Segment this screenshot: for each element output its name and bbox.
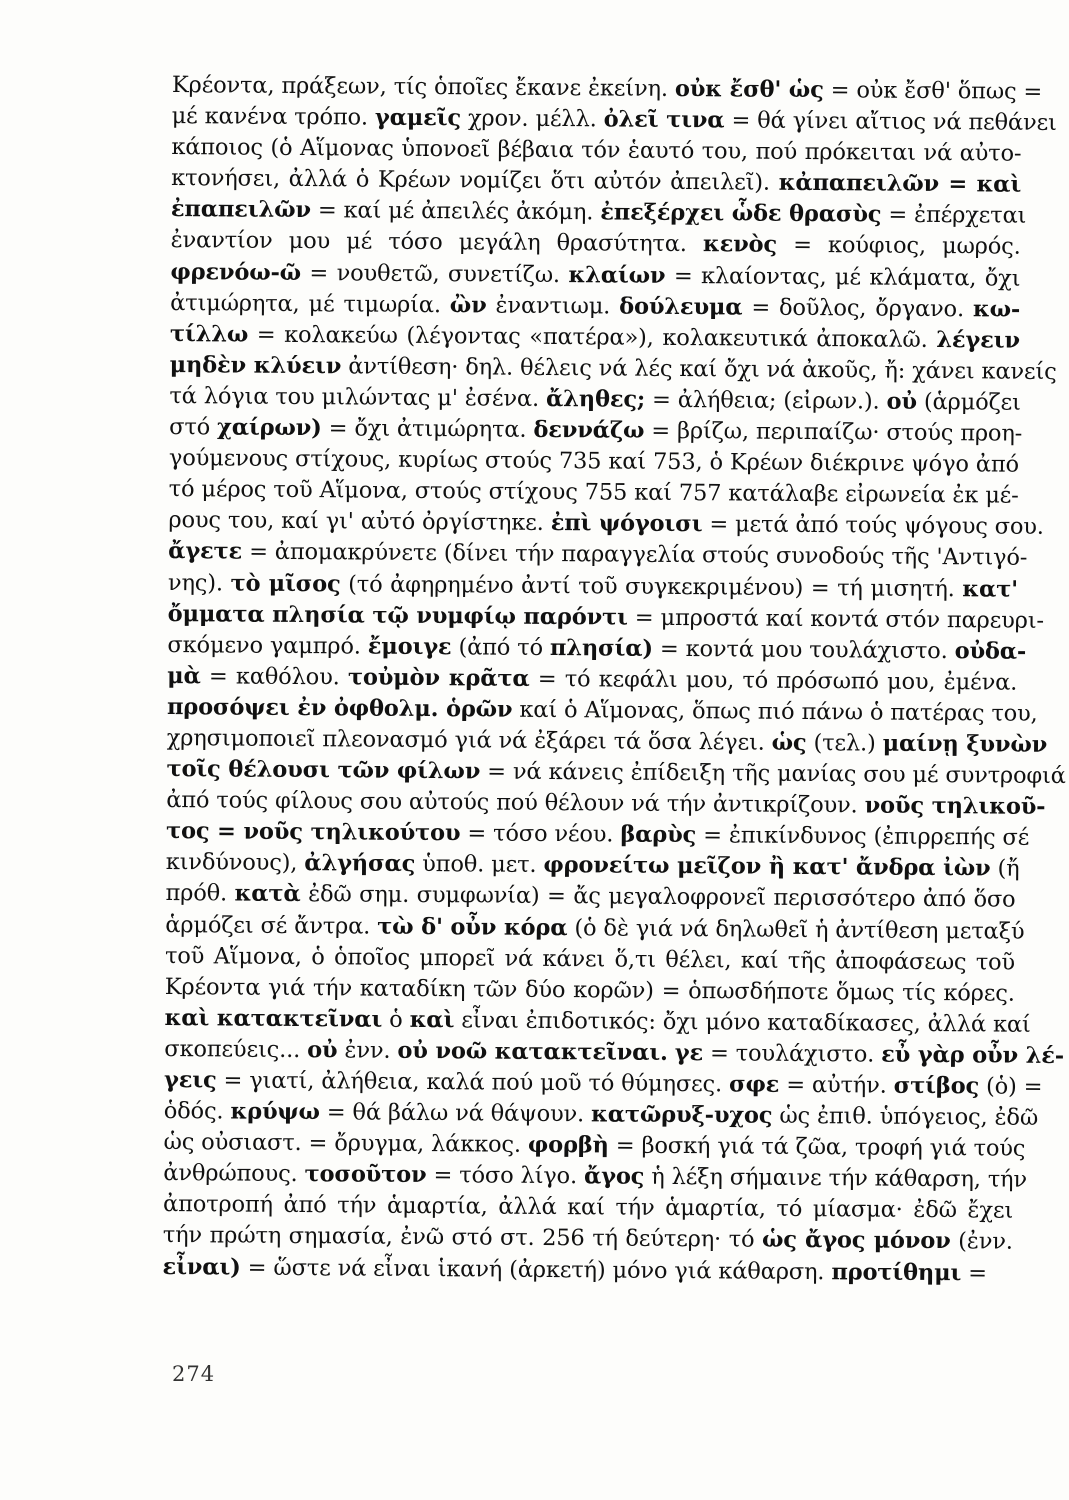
- lemma-term: δεννάζω: [533, 416, 645, 444]
- gloss-text: νης).: [167, 569, 231, 596]
- lemma-term: τοσοῦτον: [304, 1161, 427, 1189]
- gloss-text: = καθόλου.: [200, 663, 349, 691]
- gloss-text: (ἀπό τό: [451, 633, 551, 661]
- lemma-term: ὡς: [771, 729, 807, 756]
- lemma-term: ὡς ἄγος μόνον: [761, 1227, 951, 1255]
- lemma-term: οὐ: [307, 1036, 338, 1064]
- gloss-text: ἀποτροπή ἀπό τήν ἁμαρτία, ἀλλά καί τήν ἁμαρτία, τό μίασμα· ἐδῶ ἔχει: [162, 1191, 1014, 1225]
- gloss-text: ἐδῶ σημ. συμφωνία) = ἄς μεγαλοφρονεῖ περισσότερο ἀπό ὅσο: [300, 881, 1016, 914]
- lemma-term: ἄγετε: [168, 538, 243, 565]
- gloss-text: (ἁρμόζει: [916, 388, 1021, 416]
- gloss-text: = νουθετῶ, συνετίζω.: [300, 259, 569, 288]
- lemma-term: τος = νοῦς τηλικούτου: [165, 818, 461, 847]
- gloss-text: = βοσκή γιά τά ζῶα, τροφή γιά τούς: [608, 1132, 1026, 1162]
- gloss-text: γούμενους στίχους, κυρίως στούς 735 καί 753, ὁ Κρέων διέκρινε ψόγο ἀπό: [168, 445, 1020, 478]
- gloss-text: = μπροστά καί κοντά στόν παρευρι-: [627, 604, 1045, 634]
- lemma-term: προσόψει ἐν ὀφθολμ. ὁρῶν: [166, 693, 513, 723]
- gloss-text: ὁδός.: [163, 1098, 231, 1125]
- gloss-text: = τουλάχιστο.: [702, 1040, 882, 1068]
- gloss-text: = ἀλήθεια; (εἰρων.).: [645, 386, 887, 415]
- lemma-term: φρονείτω μεῖζον ἢ κατ' ἄνδρα ἰὼν: [543, 852, 991, 882]
- lemma-term: γε: [674, 1039, 704, 1067]
- gloss-text: (ὁ δὲ γιά νά δηλωθεῖ ἡ ἀντίθεση μεταξύ: [567, 914, 1025, 945]
- gloss-text: = νά κάνεις ἐπίδειξη τῆς μανίας σου μέ συντροφιά: [480, 758, 1066, 790]
- gloss-text: ὡς οὐσιαστ. = ὄρυγμα, λάκκος.: [163, 1129, 529, 1159]
- gloss-text: ὁ: [382, 1006, 410, 1033]
- page-number: 274: [172, 1362, 216, 1386]
- lemma-term: ἄγος: [583, 1163, 645, 1191]
- lemma-term: καὶ: [409, 1006, 455, 1034]
- lemma-term: κλαίων: [568, 261, 666, 289]
- lemma-term: κατὰ: [234, 880, 301, 908]
- lemma-term: τοῖς θέλουσι τῶν φίλων: [166, 756, 481, 785]
- gloss-text: (ἤ: [990, 855, 1020, 883]
- gloss-text: Κρέοντα γιά τήν καταδίκη τῶν δύο κορῶν) = ὁπωσδήποτε ὅμως τίς κόρες.: [164, 973, 1015, 1007]
- gloss-text: = αὐτήν.: [779, 1071, 894, 1099]
- gloss-text: = κλαίοντας, μέ κλάματα, ὄχι: [665, 262, 1021, 292]
- lemma-term: ἐπαπειλῶν: [170, 196, 311, 224]
- gloss-text: = ὥστε νά εἶναι ἱκανή (ἀρκετή) μόνο γιά κάθαρση.: [240, 1254, 832, 1285]
- lemma-term: ἐπὶ ψόγοισι: [550, 510, 703, 538]
- lemma-term: τίλλω: [169, 320, 249, 348]
- gloss-text: ἡ λέξη σήμαινε τήν κάθαρση, τήν: [644, 1164, 1028, 1194]
- lemma-term: λέγειν: [936, 326, 1021, 354]
- gloss-text: κάποιος (ὁ Αἵμονας ὑπονοεῖ βέβαια τόν ἑαυτό του, πού πρόκειται νά αὐτο-: [171, 134, 1022, 167]
- lemma-term: εὖ γὰρ οὖν λέ-: [881, 1041, 1065, 1069]
- gloss-text: πρόθ.: [165, 880, 235, 907]
- lemma-term: κατ': [962, 575, 1019, 603]
- gloss-text: = ἐπικίνδυνος (ἐπιρρεπής σέ: [696, 822, 1030, 852]
- gloss-text: ὡς ἐπιθ. ὑπόγειος, ἐδῶ: [772, 1102, 1039, 1131]
- lemma-term: φρενόω-ῶ: [170, 258, 302, 286]
- gloss-text: ἀτιμώρητα, μέ τιμωρία.: [170, 289, 450, 318]
- gloss-text: (τό ἀφηρημένο ἀντί τοῦ συγκεκριμένου) = τή μισητή.: [340, 570, 963, 602]
- lemma-term: μαίνῃ ξυνὼν: [882, 730, 1048, 758]
- lemma-term: δούλευμα: [619, 293, 743, 321]
- lemma-term: κἀπαπειλῶν = καὶ: [778, 170, 1022, 198]
- gloss-text: ἐναντίον μου μέ τόσο μεγάλη θρασύτητα.: [170, 227, 704, 258]
- lemma-term: τοὐμὸν κρᾶτα: [347, 664, 530, 692]
- lemma-term: γαμεῖς: [374, 104, 462, 132]
- gloss-text: μέ κανένα τρόπο.: [171, 103, 376, 131]
- gloss-text: ἁρμόζει σέ ἄντρα.: [165, 911, 378, 940]
- lemma-term: φορβὴ: [527, 1132, 609, 1159]
- lemma-term: μηδὲν κλύειν: [169, 351, 342, 380]
- gloss-text: ἀπό τούς φίλους σου αὐτούς πού θέλουν νά τήν ἀντικρίζουν.: [166, 787, 865, 819]
- gloss-text: = γιατί, ἀλήθεια, καλά πού μοῦ τό θύμησες.: [216, 1067, 730, 1098]
- lemma-term: τὸ μῖσος: [230, 569, 341, 597]
- lemma-term: ἄληθες;: [545, 385, 646, 413]
- lemma-term: γεις: [163, 1066, 217, 1094]
- lemma-term: κατῶρυξ-υχος: [590, 1101, 773, 1129]
- lemma-term: εἶναι): [162, 1253, 241, 1281]
- gloss-text: =: [961, 1259, 988, 1286]
- gloss-text: ρους του, καί γι' αὐτό ὀργίστηκε.: [168, 507, 551, 537]
- gloss-text: σκόμενο γαμπρό.: [167, 631, 368, 660]
- lemma-term: νοῦς τηλικοῦ-: [864, 792, 1046, 821]
- lemma-term: ὄμματα πλησία τῷ νυμφίῳ παρόντι: [167, 600, 628, 631]
- lemma-term: στίβος: [893, 1072, 980, 1100]
- lemma-term: οὐ νοῶ κατακτεῖναι.: [397, 1037, 668, 1066]
- lemma-term: σφε: [728, 1071, 780, 1098]
- gloss-text: (ἐνν.: [950, 1228, 1013, 1256]
- lemma-term: ἀλγήσας: [304, 850, 416, 878]
- gloss-text: = τόσο νέου.: [460, 820, 621, 848]
- lemma-term: χαίρων): [216, 414, 322, 442]
- gloss-text: εἶναι ἐπιδοτικός: ὄχι μόνο καταδίκασες, ἀλλά καί: [454, 1007, 1031, 1038]
- gloss-text: χρον. μέλλ.: [460, 105, 604, 133]
- lemma-term: ἔμοιγε: [367, 633, 452, 660]
- lemma-term: ὀλεῖ τινα: [603, 106, 725, 134]
- gloss-text: ἐνν.: [337, 1037, 398, 1064]
- gloss-text: καί ὁ Αἵμονας, ὅπως πιό πάνω ὁ πατέρας του,: [512, 696, 1038, 727]
- gloss-text: = κολακεύω (λέγοντας «πατέρα»), κολακευτικά ἀποκαλῶ.: [248, 321, 937, 353]
- lemma-term: οὐκ ἔσθ' ὡς: [674, 75, 824, 104]
- gloss-text: στό: [169, 414, 218, 441]
- lemma-term: οὐ: [886, 388, 918, 415]
- gloss-text: = μετά ἀπό τούς ψόγους σου.: [702, 511, 1044, 541]
- gloss-text: Κρέοντα, πράξεων, τίς ὁποῖες ἔκανε ἐκείνη.: [171, 71, 675, 102]
- lemma-term: κενὸς: [702, 231, 778, 259]
- lemma-term: τὼ δ' οὖν κόρα: [377, 913, 568, 941]
- gloss-text: (τελ.): [806, 729, 883, 757]
- gloss-text: ἐναντιωμ.: [486, 292, 620, 320]
- gloss-text: χρησιμοποιεῖ πλεονασμό γιά νά ἐξάρει τά ὅσα λέγει.: [166, 724, 772, 756]
- lemma-term: οὐδα-: [954, 637, 1027, 665]
- gloss-text: = κούφιος, μωρός.: [776, 232, 1021, 261]
- gloss-text: = ὄχι ἀτιμώρητα.: [321, 415, 534, 443]
- gloss-text: = βρίζω, περιπαίζω· στούς προη-: [644, 417, 1023, 447]
- gloss-text: = θά βάλω νά θάψουν.: [319, 1099, 592, 1128]
- gloss-text: σκοπεύεις...: [164, 1035, 308, 1063]
- lemma-term: κω-: [972, 295, 1021, 323]
- gloss-text: = καί μέ ἀπειλές ἀκόμη.: [310, 197, 601, 226]
- lemma-term: προτίθημι: [831, 1258, 962, 1286]
- gloss-text: κτονήσει, ἀλλά ὁ Κρέων νομίζει ὅτι αὐτόν ἀπειλεῖ).: [171, 165, 779, 197]
- lemma-term: μὰ: [167, 662, 201, 690]
- gloss-text: = δοῦλος, ὄργανο.: [742, 294, 974, 322]
- gloss-text: τήν πρώτη σημασία, ἐνῶ στό στ. 256 τή δεύτερη· τό: [162, 1222, 763, 1254]
- gloss-text: ὑποθ. μετ.: [415, 851, 544, 879]
- gloss-text: = κοντά μου τουλάχιστο.: [652, 635, 955, 664]
- gloss-text: = οὐκ ἔσθ' ὅπως =: [823, 77, 1043, 105]
- gloss-text: κινδύνους),: [165, 849, 305, 877]
- lemma-term: καὶ κατακτεῖναι: [164, 1004, 383, 1033]
- gloss-text: τοῦ Αἵμονα, ὁ ὁποῖος μπορεῖ νά κάνει ὅ,τι θέλει, καί τῆς ἀποφάσεως τοῦ: [164, 942, 1016, 976]
- gloss-text: = ἀπομακρύνετε (δίνει τήν παραγγελία στούς συνοδούς τῆς 'Αντιγό-: [242, 538, 1028, 572]
- gloss-text: ἀνθρώπους.: [163, 1160, 305, 1188]
- gloss-text: τά λόγια του μιλώντας μ' ἐσένα.: [169, 382, 547, 412]
- lemma-term: πλησία): [549, 634, 654, 662]
- gloss-text: = ἐπέρχεται: [881, 201, 1027, 230]
- gloss-text: τό μέρος τοῦ Αἵμονα, στούς στίχους 755 καί 757 κατάλαβε εἰρωνεία ἐκ μέ-: [168, 476, 1019, 509]
- gloss-text: = τό κεφάλι μου, τό πρόσωπό μου, ἐμένα.: [529, 665, 1018, 696]
- lemma-term: ἐπεξέρχει ὧδε θρασὺς: [600, 199, 882, 228]
- lemma-term: ὢν: [449, 291, 487, 319]
- lemma-term: βαρὺς: [620, 821, 697, 849]
- gloss-text: ἀντίθεση· δηλ. θέλεις νά λές καί ὄχι νά ἀκοῦς, ἤ: χάνει κανείς: [341, 353, 1057, 385]
- gloss-text: = τόσο λίγο.: [426, 1162, 585, 1190]
- gloss-text: (ὁ) =: [978, 1073, 1043, 1100]
- body-text: [162, 70, 1066, 1289]
- text-line: [162, 1252, 1012, 1290]
- lemma-term: κρύψω: [230, 1098, 320, 1126]
- gloss-text: = θά γίνει αἴτιος νά πεθάνει: [724, 107, 1057, 137]
